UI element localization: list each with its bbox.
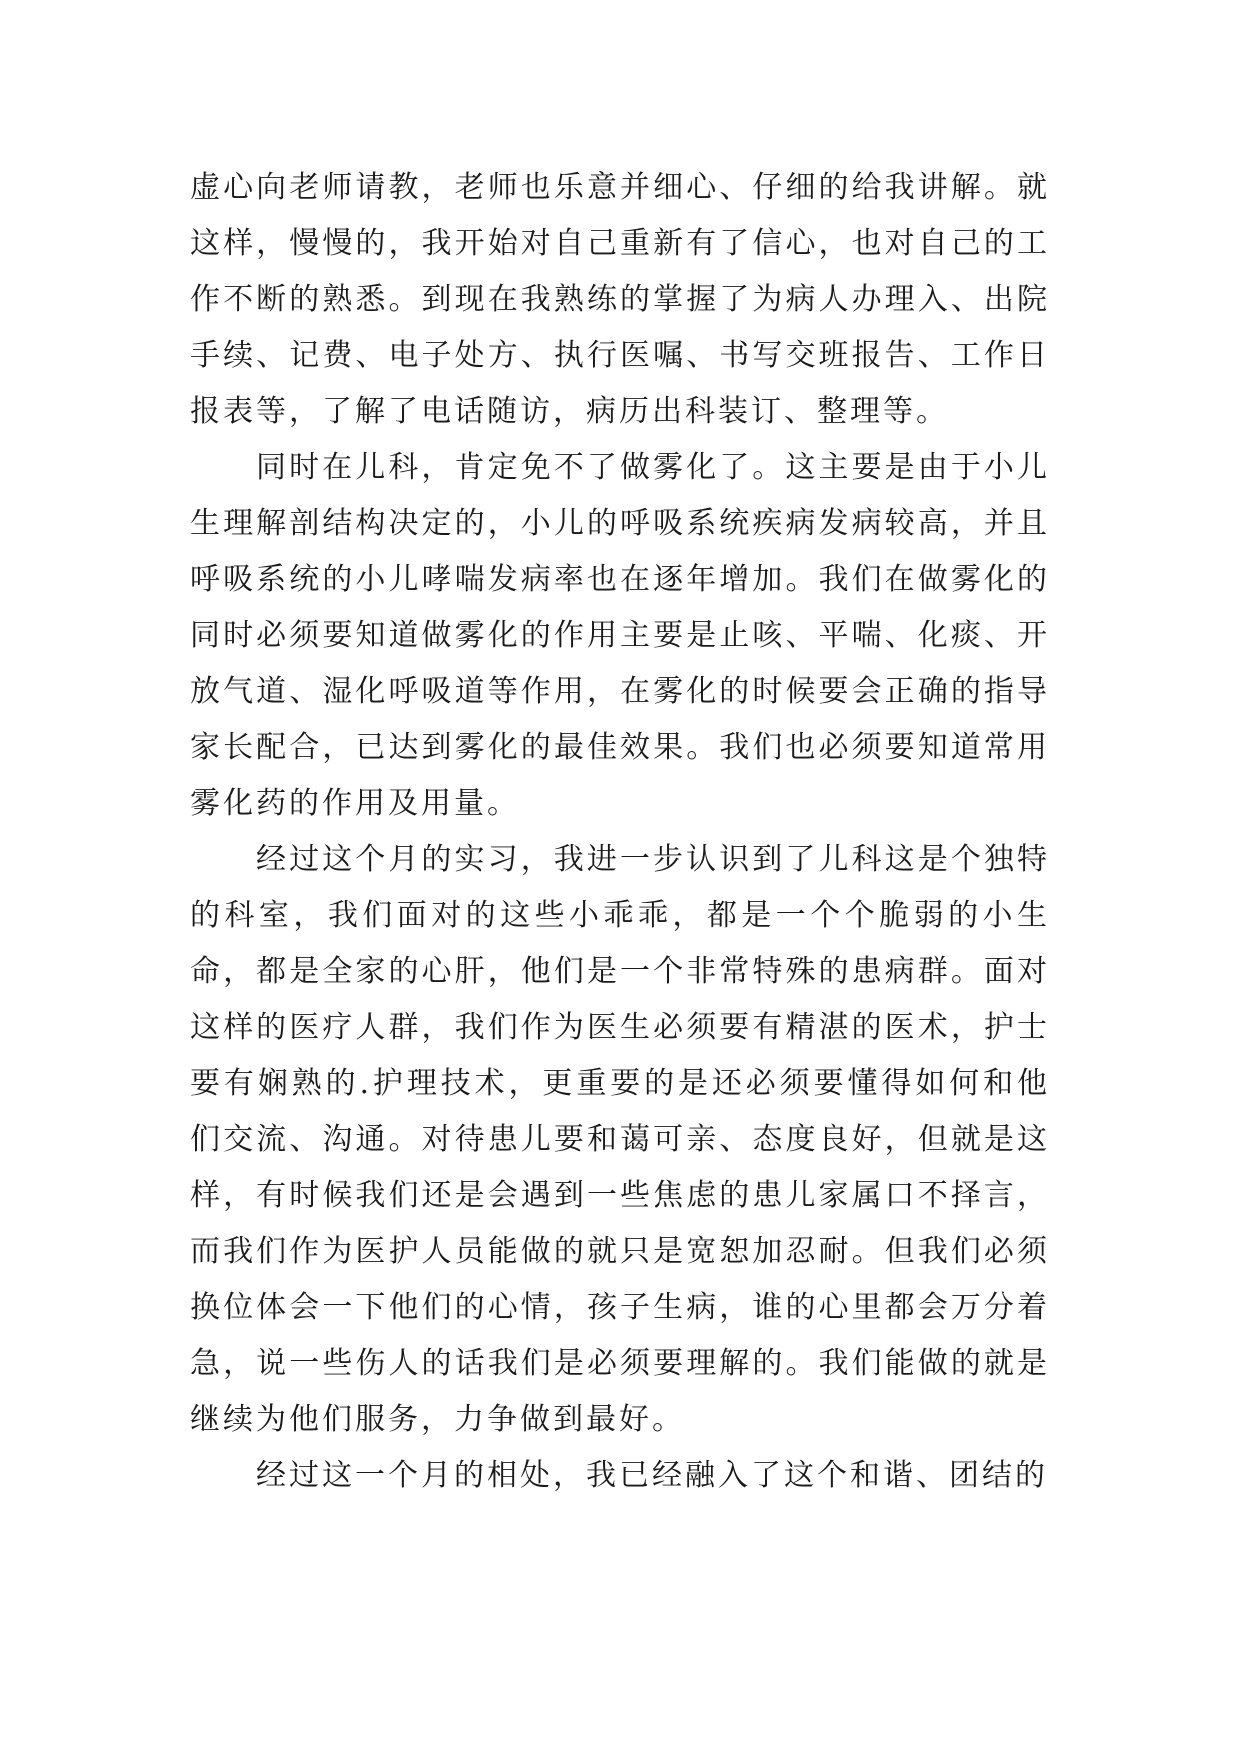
paragraph-internship-reflection: 经过这个月的实习，我进一步认识到了儿科这是个独特的科室，我们面对的这些小乖乖，都是一个个脆弱的小生命，都是全家的心肝，他们是一个非常特殊的患病群。面对这样的医疗人群，我们作为医生必须要有精湛的医术，护士要有娴熟的.护理技术，更重要的是还必须要懂得如何和他们交流、沟通。对待患儿要和蔼可亲、态度良好，但就是这样，有时候我们还是会遇到一些焦虑的患儿家属口不择言，而我们作为医护人员能做的就只是宽恕加忍耐。但我们必须换位体会一下他们的心情，孩子生病，谁的心里都会万分着急，说一些伤人的话我们是必须要理解的。我们能做的就是继续为他们服务，力争做到最好。 xyxy=(190,842,1050,1437)
paragraph-team-integration: 经过这一个月的相处，我已经融入了这个和谐、团结的 xyxy=(256,1458,1048,1493)
paragraph-nebulization: 同时在儿科，肯定免不了做雾化了。这主要是由于小儿生理解剖结构决定的，小儿的呼吸系统疾病发病较高，并且呼吸系统的小儿哮喘发病率也在逐年增加。我们在做雾化的同时必须要知道做雾化的作用主要是止咳、平喘、化痰、开放气道、湿化呼吸道等作用，在雾化的时候要会正确的指导家长配合，已达到雾化的最佳效果。我们也必须要知道常用雾化药的作用及用量。 xyxy=(190,450,1050,821)
document-body xyxy=(190,160,1050,1504)
paragraph-continuation: 虚心向老师请教，老师也乐意并细心、仔细的给我讲解。就这样，慢慢的，我开始对自己重新有了信心，也对自己的工作不断的熟悉。到现在我熟练的掌握了为病人办理入、出院手续、记费、电子处方、执行医嘱、书写交班报告、工作日报表等，了解了电话随访，病历出科装订、整理等。 xyxy=(190,170,1050,429)
